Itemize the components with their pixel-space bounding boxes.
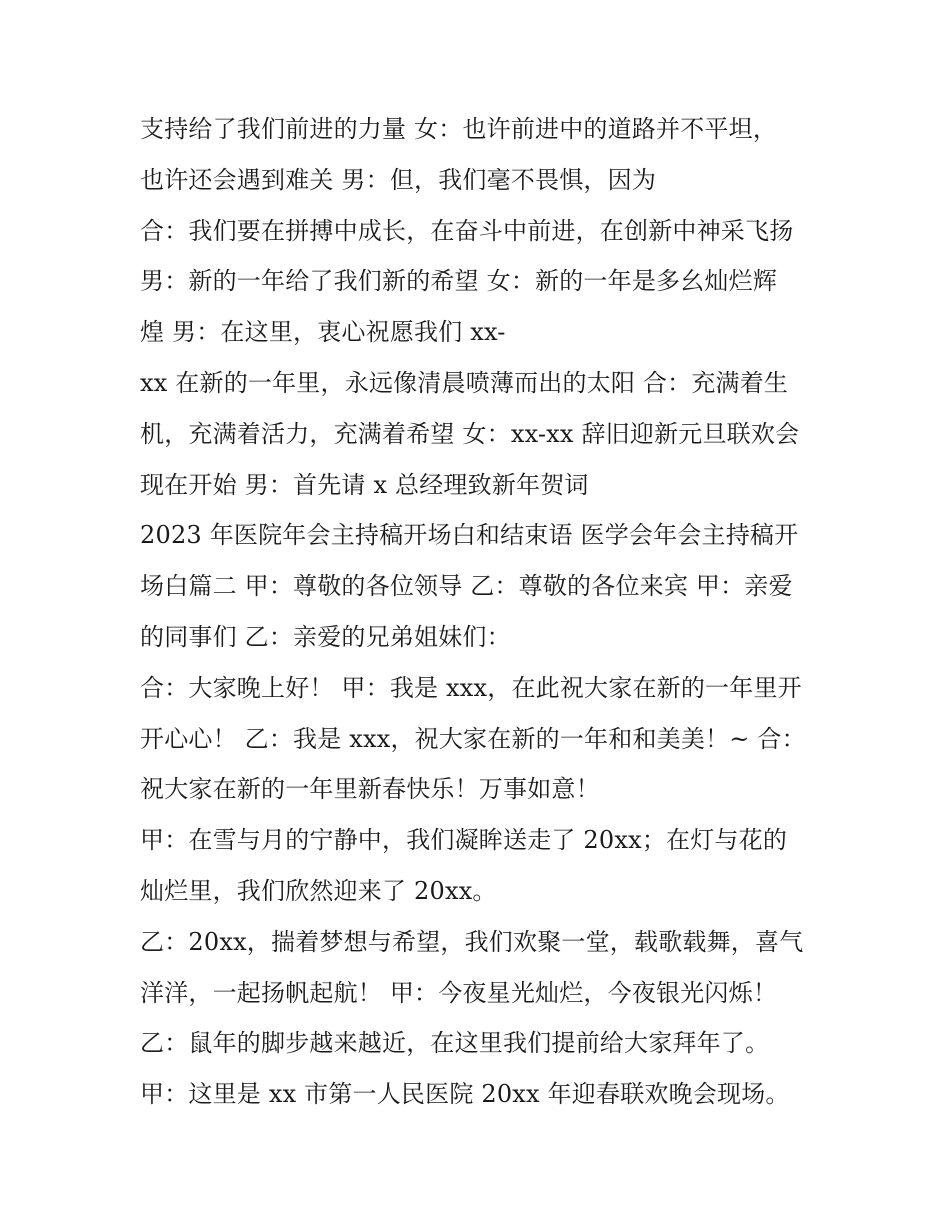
text-line: 甲：这里是 xx 市第一人民医院 20xx 年迎春联欢晚会现场。	[140, 1080, 790, 1109]
text-line: 场白篇二 甲：尊敬的各位领导 乙：尊敬的各位来宾 甲：亲爱	[140, 572, 793, 601]
document-body	[140, 104, 840, 1120]
text-line: 开心心！ 乙：我是 xxx，祝大家在新的一年和和美美！~ 合：	[140, 724, 806, 753]
text-line: 合：大家晚上好！ 甲：我是 xxx，在此祝大家在新的一年里开	[140, 673, 802, 702]
text-line: 洋洋，一起扬帆起航！ 甲：今夜星光灿烂，今夜银光闪烁！	[140, 978, 778, 1007]
text-line: 祝大家在新的一年里新春快乐！万事如意！	[140, 775, 600, 804]
text-line: 现在开始 男：首先请 x 总经理致新年贺词	[140, 470, 589, 499]
text-line: 乙：鼠年的脚步越来越近，在这里我们提前给大家拜年了。	[140, 1029, 770, 1058]
text-line: 2023 年医院年会主持稿开场白和结束语 医学会年会主持稿开	[140, 521, 799, 550]
text-line: 灿烂里，我们欣然迎来了 20xx。	[140, 876, 497, 905]
text-line: 甲：在雪与月的宁静中，我们凝眸送走了 20xx；在灯与花的	[140, 826, 788, 855]
text-line: xx 在新的一年里，永远像清晨喷薄而出的太阳 合：充满着生	[140, 368, 789, 397]
text-line: 的同事们 乙：亲爱的兄弟姐妹们：	[140, 622, 511, 651]
text-line: 也许还会遇到难关 男：但，我们毫不畏惧，因为	[140, 165, 657, 194]
text-line: 支持给了我们前进的力量 女：也许前进中的道路并不平坦，	[140, 115, 778, 143]
text-line: 男：新的一年给了我们新的希望 女：新的一年是多幺灿烂辉	[140, 267, 778, 296]
text-line: 合：我们要在拼搏中成长，在奋斗中前进，在创新中神采飞扬	[140, 216, 794, 245]
text-line: 乙：20xx，揣着梦想与希望，我们欢聚一堂，载歌载舞，喜气	[140, 927, 804, 956]
text-line: 机，充满着活力，充满着希望 女：xx-xx 辞旧迎新元旦联欢会	[140, 419, 800, 448]
text-line: 煌 男：在这里，衷心祝愿我们 xx-	[140, 318, 506, 347]
